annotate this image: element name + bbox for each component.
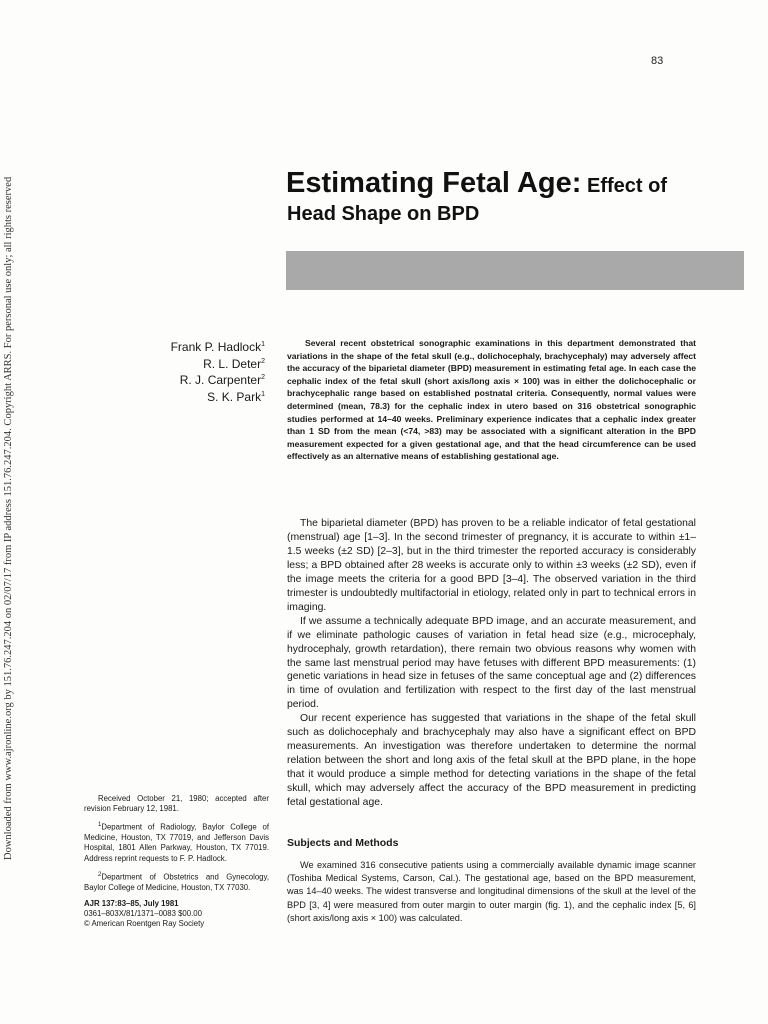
author: R. L. Deter$^2$ [203,356,265,371]
author: R. J. Carpenter$^2$ [179,373,265,388]
abstract: Several recent obstetrical sonographic examinations in this department demonstrated that variations in the shape of the fetal skull (e.g., dolichocephaly, brachycephaly) may adversely affect the accuracy of the biparietal diameter (BPD) measurement in estimating fetal age. In each case the cephalic index of the fetal skull (short axis/long axis × 100) was in either the dolichocephalic or brachycephalic range based on established postnatal criteria. Consequently, normal values were determined (mean, 78.3) for the cephalic index in utero based on 316 obstetrical sonographic studies performed at 14–40 weeks. Preliminary experience indicates that a cephalic index greater than 1 SD from the mean (<74, >83) may be associated with a significant alteration in the BPD measurement expected for a given gestational age, and that the head circumference can be used effectively as an alternative means of establishing gestational age. [287,338,696,462]
received-note: Received October 21, 1980; accepted after revision February 12, 1981. [84,794,269,814]
introduction [287,517,696,810]
author: Frank P. Hadlock$^1$ [170,340,265,354]
author-list [171,338,265,404]
title-band [286,251,744,290]
body-paragraph: If we assume a technically adequate BPD image, and an accurate measurement, and if we eliminate pathologic causes of variation in fetal head size (e.g., microcephaly, hydrocephaly, growth retardation), there remain two obvious reasons why women with the same last menstrual period may have fetuses with different BPD measurements: (1) genetic variations in head size in fetuses of the same conceptual age and (2) differences in time of ovulation and fertilization with respect to the first day of the last menstrual period. [287,615,696,711]
author: S. K. Park$^1$ [207,389,265,404]
page-number: 83 [651,55,664,67]
affiliation-note: $^2$Department of Obstetrics and Gynecology, Baylor College of Medicine, Houston, TX 77030. [84,871,269,892]
copyright: © American Roentgen Ray Society [84,919,205,929]
affiliation-note: $^1$Department of Radiology, Baylor College of Medicine, Houston, TX 77019, and Jefferson Davis Hospital, 1801 Allen Parkway, Houston, TX 77019. Address reprint requests to F. P. Hadlock. [84,822,269,863]
footnotes [84,794,269,929]
article-title [286,163,756,204]
body-paragraph: The biparietal diameter (BPD) has proven to be a reliable indicator of fetal gestational (menstrual) age [1–3]. In the second trimester of pregnancy, it is accurate to within ±1–1.5 weeks (±2 SD) [2–3], but in the third trimester the reported accuracy is considerably less; a BPD obtained after 28 weeks is accurate only to within ±3 weeks (±2 SD), even if the image meets the criteria for a good BPD [3–4]. The observed variation in the third trimester is undoubtedly multifactorial in etiology, related only in part to technical errors in imaging. [287,518,696,613]
title-main: Estimating Fetal Age: [286,167,582,199]
download-notice: Downloaded from www.ajronline.org by 151.76.247.204 on 02/07/17 from IP address 151.76.247.204. Copyright ARRS. For personal use only; all rights reserved [3,176,14,860]
title-rest: Effect of [581,175,667,197]
journal-citation: AJR 137:83–85, July 1981 [84,898,179,908]
article-title-line2: Head Shape on BPD [287,203,480,225]
article-code: 0361–803X/81/1371–0083 $00.00 [84,909,202,919]
body-paragraph: Our recent experience has suggested that variations in the shape of the fetal skull such as dolichocephaly and brachycephaly may also have a significant effect on BPD measurements. An investigation was therefore undertaken to determine the normal relation between the short and long axis of the fetal skull at the BPD plane, in the hope that it would produce a simple method for detecting variations in the shape of the fetal skull, which may adversely affect the accuracy of the BPD measurement in predicting fetal gestational age. [287,713,696,809]
section-heading: Subjects and Methods [287,837,399,849]
methods-paragraph: We examined 316 consecutive patients using a commercially available dynamic image scanner (Toshiba Medical Systems, Carson, Cal.). The gestational age, based on the BPD measurement, was 14–40 weeks. The widest transverse and longitudinal dimensions of the skull at the level of the BPD [3, 4] were measured from outer margin to outer margin (fig. 1), and the cephalic index [5, 6] (short axis/long axis × 100) was calculated. [287,860,696,923]
